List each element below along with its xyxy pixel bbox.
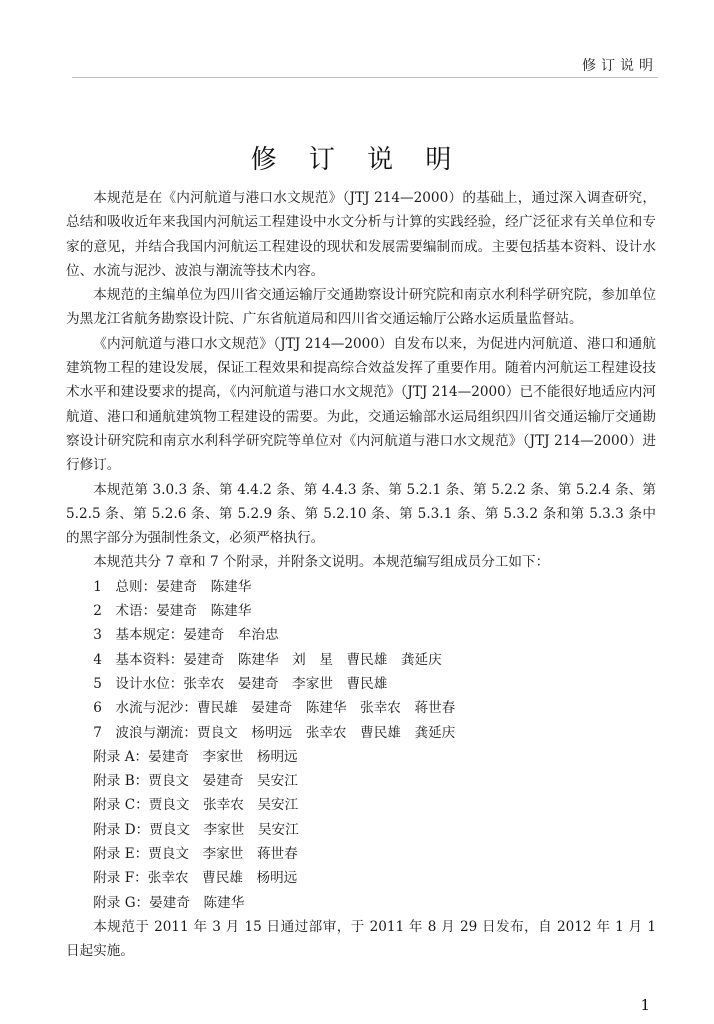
page-title: 修 订 说 明 [250, 145, 464, 175]
header-rule [72, 77, 658, 78]
list-item: 附录 C：贾良文 张幸农 吴安江 [93, 797, 299, 814]
list-item: 附录 G：晏建奇 陈建华 [93, 894, 245, 911]
list-item: 5 设计水位：张幸农 晏建奇 李家世 曹民雄 [93, 675, 388, 692]
assignment-list [66, 575, 656, 915]
list-item: 附录 F：张幸农 曹民雄 杨明远 [93, 870, 298, 887]
list-item: 1 总则：晏建奇 陈建华 [93, 578, 252, 595]
running-header-title: 修订说明 [582, 58, 658, 74]
list-item: 2 术语：晏建奇 陈建华 [93, 603, 252, 620]
list-item: 附录 E：贾良文 李家世 蒋世春 [93, 846, 298, 863]
list-item: 7 波浪与潮流：贾良文 杨明远 张幸农 曹民雄 龚延庆 [93, 724, 456, 741]
paragraph-mandatory-clauses: 本规范第 3.0.3 条、第 4.4.2 条、第 4.4.3 条、第 5.2.1 条、第 5.2.2 条、第 5.2.4 条、第 5.2.5 条、第 5.2.6 条、第 5.2.9 条、第 5.2.10 条、第 5.3.1 条、第 5.3.2 条和第 5.3.3 条中的黑字部分为强制性条文，必须严格执行。 [66, 481, 656, 547]
list-item: 4 基本资料：晏建奇 陈建华 刘 星 曹民雄 龚延庆 [93, 651, 442, 668]
list-item: 附录 B：贾良文 晏建奇 吴安江 [93, 773, 298, 790]
paragraph-effective-date: 本规范于 2011 年 3 月 15 日通过部审，于 2011 年 8 月 29 日发布，自 2012 年 1 月 1 日起实施。 [66, 918, 656, 960]
body-content [66, 186, 656, 964]
list-item: 附录 D：贾良文 李家世 吴安江 [93, 821, 299, 838]
list-item: 附录 A：晏建奇 李家世 杨明远 [93, 748, 298, 765]
paragraph-intro: 本规范是在《内河航道与港口水文规范》（JTJ 214—2000）的基础上，通过深入调查研究，总结和吸收近年来我国内河航运工程建设中水文分析与计算的实践经验，经广泛征求有关单位和专家的意见，并结合我国内河航运工程建设的现状和发展需要编制而成。主要包括基本资料、设计水位、水流与泥沙、波浪与潮流等技术内容。 [66, 190, 656, 279]
list-item: 6 水流与泥沙：曹民雄 晏建奇 陈建华 张幸农 蒋世春 [93, 700, 456, 717]
paragraph-structure: 本规范共分 7 章和 7 个附录，并附条文说明。本规范编写组成员分工如下： [93, 554, 550, 571]
page-number: 1 [640, 996, 650, 1014]
list-item: 3 基本规定：晏建奇 牟治忠 [93, 627, 279, 644]
paragraph-revision-reason: 《内河航道与港口水文规范》（JTJ 214—2000）自发布以来，为促进内河航道、港口和通航建筑物工程的建设发展，保证工程效果和提高综合效益发挥了重要作用。随着内河航运工程建设技术水平和建设要求的提高，《内河航道与港口水文规范》（JTJ 214—2000）已不能很好地适应内河航道、港口和通航建筑物工程建设的需要。为此，交通运输部水运局组织四川省交通运输厅交通勘察设计研究院和南京水利科学研究院等单位对《内河航道与港口水文规范》（JTJ 214—2000）进行修订。 [66, 335, 656, 474]
paragraph-editors: 本规范的主编单位为四川省交通运输厅交通勘察设计研究院和南京水利科学研究院，参加单位为黑龙江省航务勘察设计院、广东省航道局和四川省交通运输厅公路水运质量监督站。 [66, 287, 656, 328]
